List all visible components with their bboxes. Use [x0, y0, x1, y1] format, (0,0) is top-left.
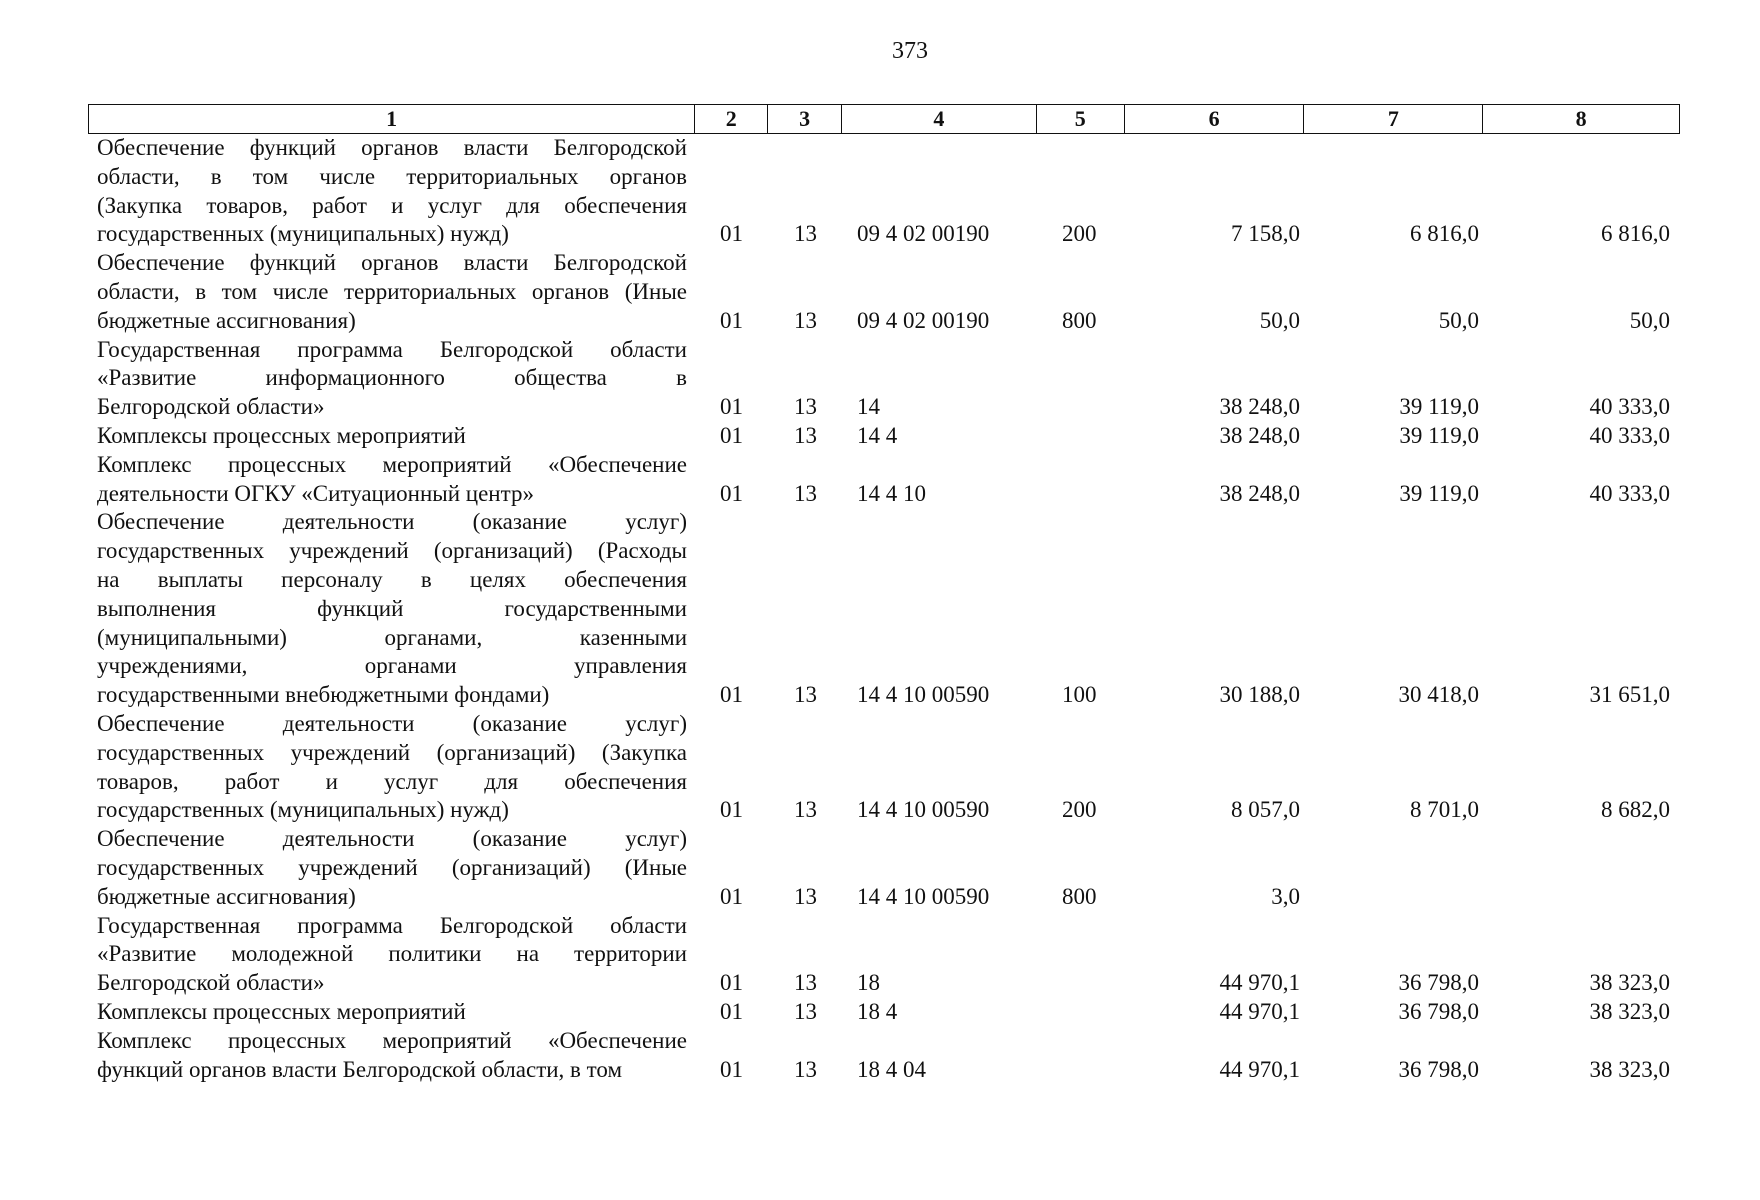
header-col-6: 6	[1125, 105, 1305, 133]
page-number: 373	[892, 38, 928, 64]
cell-c2: 01	[720, 480, 743, 506]
description-line: государственными внебюджетными фондами)	[97, 682, 550, 708]
cell-c2: 01	[720, 1056, 743, 1082]
cell-c2: 01	[720, 797, 743, 823]
table-row	[0, 422, 1760, 451]
description-line: Комплексы процессных мероприятий	[97, 998, 466, 1024]
cell-c2: 01	[720, 883, 743, 909]
cell-c8: 40 333,0	[1589, 480, 1670, 506]
cell-c7: 36 798,0	[1398, 998, 1479, 1024]
cell-c8: 38 323,0	[1589, 1056, 1670, 1082]
description-line: «Развитие молодежной политики на территории	[97, 941, 687, 967]
cell-c3: 13	[794, 480, 817, 506]
description-line: «Развитие информационного общества в	[97, 365, 687, 391]
row-description	[97, 912, 687, 998]
cell-c7: 36 798,0	[1398, 970, 1479, 996]
cell-c4: 14 4 10 00590	[857, 797, 990, 823]
header-col-4: 4	[842, 105, 1037, 133]
row-description	[97, 451, 687, 509]
cell-c8: 40 333,0	[1589, 394, 1670, 420]
table-row	[0, 134, 1760, 249]
cell-c7: 39 119,0	[1399, 422, 1479, 448]
description-line: на выплаты персоналу в целях обеспечения	[97, 566, 687, 592]
cell-c3: 13	[794, 307, 817, 333]
cell-c7: 8 701,0	[1410, 797, 1479, 823]
cell-c4: 18 4	[857, 998, 898, 1024]
cell-c3: 13	[794, 970, 817, 996]
cell-c3: 13	[794, 422, 817, 448]
cell-c4: 14	[857, 394, 880, 420]
description-line: Комплекс процессных мероприятий «Обеспечение	[97, 451, 687, 477]
description-line: Белгородской области»	[97, 970, 325, 996]
header-col-8: 8	[1575, 106, 1587, 131]
cell-c6: 38 248,0	[1219, 422, 1300, 448]
table-row	[0, 912, 1760, 998]
row-description	[97, 1027, 687, 1085]
cell-c3: 13	[794, 883, 817, 909]
cell-c2: 01	[720, 422, 743, 448]
table-row	[0, 451, 1760, 509]
row-description	[97, 825, 687, 911]
cell-c5: 200	[1062, 221, 1097, 247]
description-line: (Закупка товаров, работ и услуг для обеспечения	[97, 192, 687, 218]
cell-c6: 38 248,0	[1219, 480, 1300, 506]
cell-c3: 13	[794, 797, 817, 823]
description-line: Обеспечение функций органов власти Белгородской	[97, 135, 687, 160]
table-row	[0, 508, 1760, 710]
cell-c5: 800	[1062, 307, 1097, 333]
description-line: товаров, работ и услуг для обеспечения	[97, 768, 687, 794]
table-row	[0, 1027, 1760, 1085]
cell-c4: 18	[857, 970, 880, 996]
description-line: государственных (муниципальных) нужд)	[97, 797, 509, 823]
cell-c2: 01	[720, 394, 743, 420]
description-line: выполнения функций государственными	[97, 595, 687, 621]
cell-c3: 13	[794, 394, 817, 420]
header-col-7: 7	[1304, 105, 1483, 133]
cell-c4: 09 4 02 00190	[857, 307, 990, 333]
cell-c3: 13	[794, 221, 817, 247]
cell-c8: 38 323,0	[1589, 970, 1670, 996]
header-col-1: 1	[89, 105, 695, 133]
description-line: государственных учреждений (организаций) (Закупка	[97, 739, 687, 765]
cell-c7: 50,0	[1438, 307, 1479, 333]
cell-c6: 7 158,0	[1231, 221, 1300, 247]
header-col-2: 2	[695, 105, 768, 133]
description-line: бюджетные ассигнования)	[97, 307, 356, 333]
row-description	[97, 710, 687, 825]
description-line: Обеспечение деятельности (оказание услуг)	[97, 826, 687, 852]
cell-c6: 50,0	[1259, 307, 1300, 333]
cell-c6: 8 057,0	[1231, 797, 1300, 823]
cell-c2: 01	[720, 307, 743, 333]
table-row	[0, 710, 1760, 825]
table-header	[88, 104, 1680, 134]
cell-c4: 14 4 10 00590	[857, 682, 990, 708]
description-line: области, в том числе территориальных органов	[97, 163, 687, 189]
description-line: государственных учреждений (организаций) (Расходы	[97, 538, 687, 564]
cell-c8: 38 323,0	[1589, 998, 1670, 1024]
description-line: Государственная программа Белгородской области	[97, 912, 687, 938]
cell-c4: 14 4	[857, 422, 898, 448]
description-line: Обеспечение функций органов власти Белгородской	[97, 250, 687, 276]
description-line: Государственная программа Белгородской области	[97, 336, 687, 362]
cell-c5: 100	[1062, 682, 1097, 708]
cell-c3: 13	[794, 1056, 817, 1082]
description-line: области, в том числе территориальных органов (Иные	[97, 278, 687, 304]
description-line: бюджетные ассигнования)	[97, 883, 356, 909]
cell-c7: 39 119,0	[1399, 394, 1479, 420]
description-line: Белгородской области»	[97, 394, 325, 420]
description-line: Комплексы процессных мероприятий	[97, 422, 466, 448]
table-row	[0, 825, 1760, 911]
description-line: государственных (муниципальных) нужд)	[97, 221, 509, 247]
table-body	[0, 134, 1760, 1084]
cell-c6: 3,0	[1271, 883, 1300, 909]
description-line: государственных учреждений (организаций) (Иные	[97, 854, 687, 880]
cell-c7: 6 816,0	[1410, 221, 1479, 247]
cell-c8: 31 651,0	[1589, 682, 1670, 708]
description-line: Обеспечение деятельности (оказание услуг)	[97, 710, 687, 736]
cell-c7: 36 798,0	[1398, 1056, 1479, 1082]
row-description	[97, 508, 687, 710]
cell-c6: 44 970,1	[1219, 998, 1300, 1024]
cell-c8: 8 682,0	[1601, 797, 1670, 823]
cell-c6: 38 248,0	[1219, 394, 1300, 420]
cell-c7: 39 119,0	[1399, 480, 1479, 506]
cell-c2: 01	[720, 998, 743, 1024]
cell-c5: 800	[1062, 883, 1097, 909]
description-line: Обеспечение деятельности (оказание услуг)	[97, 509, 687, 535]
table-row	[0, 249, 1760, 335]
header-col-5: 5	[1037, 105, 1125, 133]
cell-c4: 09 4 02 00190	[857, 221, 990, 247]
table-row	[0, 336, 1760, 422]
cell-c6: 44 970,1	[1219, 1056, 1300, 1082]
cell-c2: 01	[720, 221, 743, 247]
row-description	[97, 336, 687, 422]
description-line: функций органов власти Белгородской области, в том	[97, 1056, 623, 1082]
cell-c8: 50,0	[1629, 307, 1670, 333]
cell-c4: 14 4 10	[857, 480, 926, 506]
header-col-3: 3	[768, 105, 842, 133]
cell-c7: 30 418,0	[1398, 682, 1479, 708]
row-description	[97, 422, 687, 451]
cell-c4: 14 4 10 00590	[857, 883, 990, 909]
cell-c3: 13	[794, 998, 817, 1024]
description-line: Комплекс процессных мероприятий «Обеспечение	[97, 1027, 687, 1053]
cell-c5: 200	[1062, 797, 1097, 823]
cell-c8: 6 816,0	[1601, 221, 1670, 247]
cell-c4: 18 4 04	[857, 1056, 926, 1082]
cell-c6: 44 970,1	[1219, 970, 1300, 996]
description-line: учреждениями, органами управления	[97, 653, 687, 679]
row-description	[97, 998, 687, 1027]
row-description	[97, 249, 687, 335]
cell-c3: 13	[794, 682, 817, 708]
cell-c2: 01	[720, 970, 743, 996]
cell-c8: 40 333,0	[1589, 422, 1670, 448]
cell-c6: 30 188,0	[1219, 682, 1300, 708]
table-row	[0, 998, 1760, 1027]
row-description	[97, 134, 687, 249]
description-line: деятельности ОГКУ «Ситуационный центр»	[97, 480, 534, 506]
description-line: (муниципальными) органами, казенными	[97, 624, 687, 650]
cell-c2: 01	[720, 682, 743, 708]
